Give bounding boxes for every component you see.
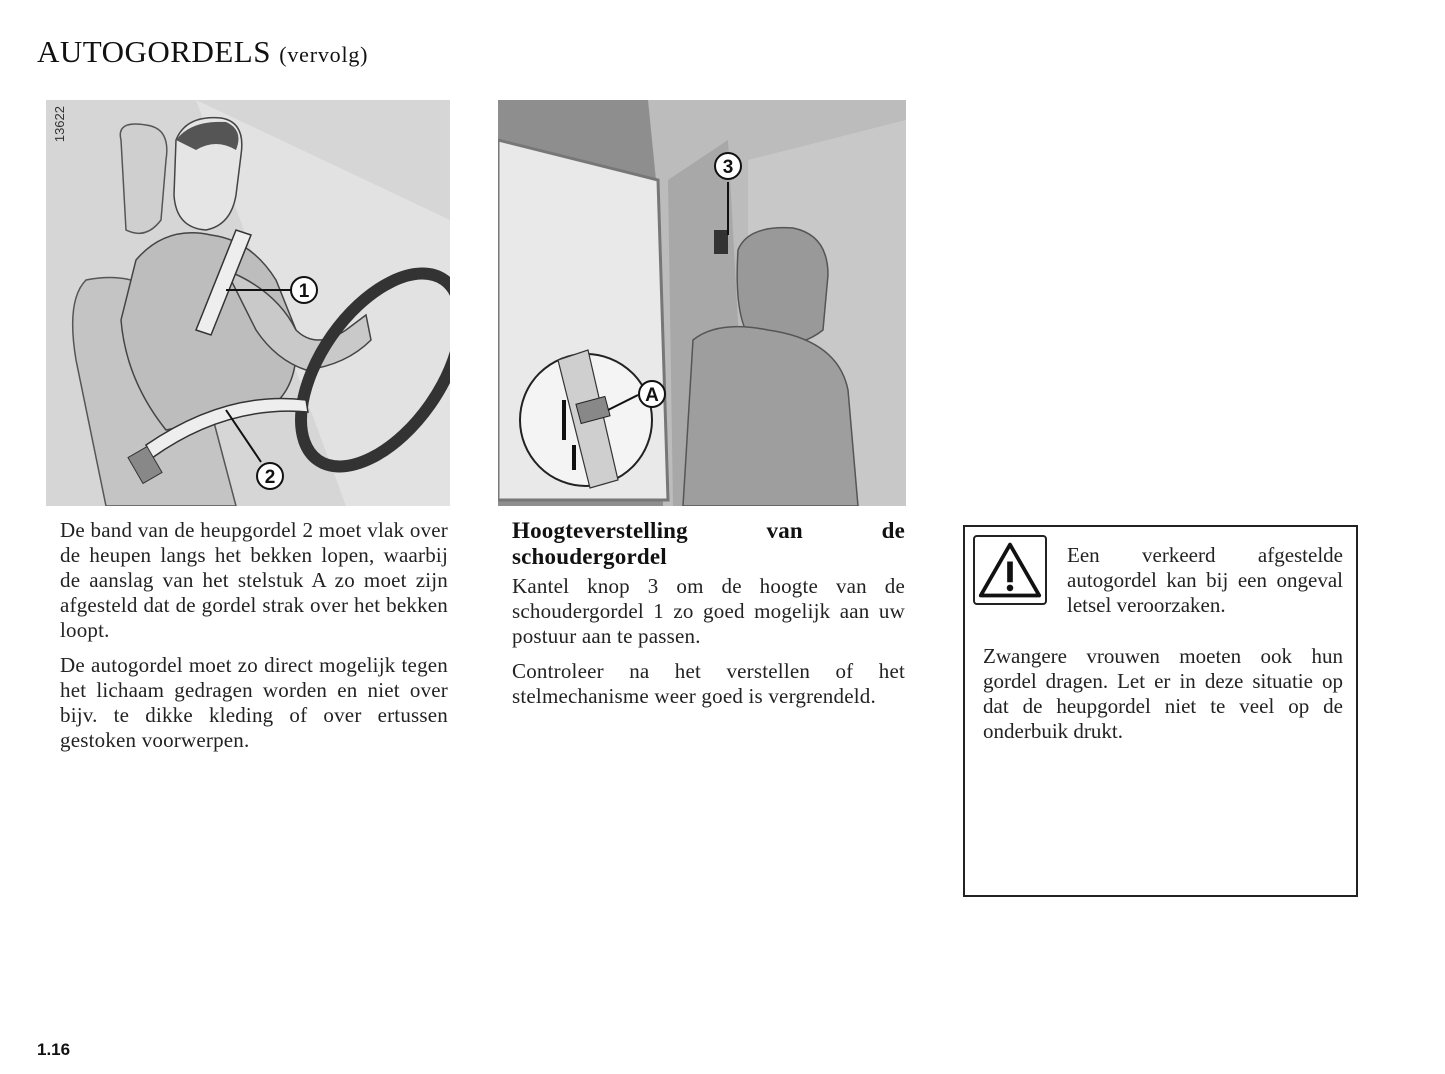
warning-lead-text: Een verkeerd afgestelde autogordel kan bij een ongeval letsel veroorzaken.: [1067, 543, 1343, 617]
page-title: [37, 34, 368, 70]
col2-paragraph-2: Controleer na het verstellen of het stelmechanisme weer goed is vergrendeld.: [512, 659, 905, 708]
title-subtitle: (vervolg): [279, 42, 369, 67]
callout-2-label: 2: [264, 467, 276, 488]
column-1: [60, 518, 448, 763]
col2-paragraph-1: Kantel knop 3 om de hoogte van de schoudergordel 1 zo goed mogelijk aan uw postuur aan te passen.: [512, 574, 905, 648]
col1-paragraph-1: De band van de heupgordel 2 moet vlak over de heupen langs het bekken lopen, waarbij de aanslag van het stelstuk A zo moet zijn afgesteld dat de gordel strak over het bekken loopt.: [60, 518, 448, 642]
heading-line-2: schoudergordel: [512, 544, 667, 569]
callout-3-label: 3: [722, 157, 734, 178]
column-2: [512, 518, 905, 719]
col1-paragraph-2: De autogordel moet zo direct mogelijk tegen het lichaam gedragen worden en niet over bijv. te dikke kleding of over ertussen gestoken voorwerpen.: [60, 653, 448, 752]
page-number: 1.16: [37, 1040, 71, 1059]
title-main: AUTOGORDELS: [37, 34, 271, 69]
figure-shoulder-height: [498, 100, 906, 506]
driver-illustration: [46, 100, 450, 506]
callout-1-label: 1: [298, 281, 310, 302]
heading-line-1: Hoogteverstelling van de: [512, 518, 905, 543]
figure-id: 13622: [52, 106, 67, 143]
warning-body-text: Zwangere vrouwen moeten ook hun gordel dragen. Let er in deze situatie op dat de heupgordel niet te veel op de onderbuik drukt.: [983, 644, 1343, 743]
figure-driver-seatbelt: [46, 100, 450, 506]
warning-box: [963, 525, 1358, 897]
section-heading: [512, 518, 905, 570]
callout-A-label: A: [645, 385, 659, 406]
warning-triangle-icon: [973, 535, 1047, 605]
shoulder-height-illustration: [498, 100, 906, 506]
